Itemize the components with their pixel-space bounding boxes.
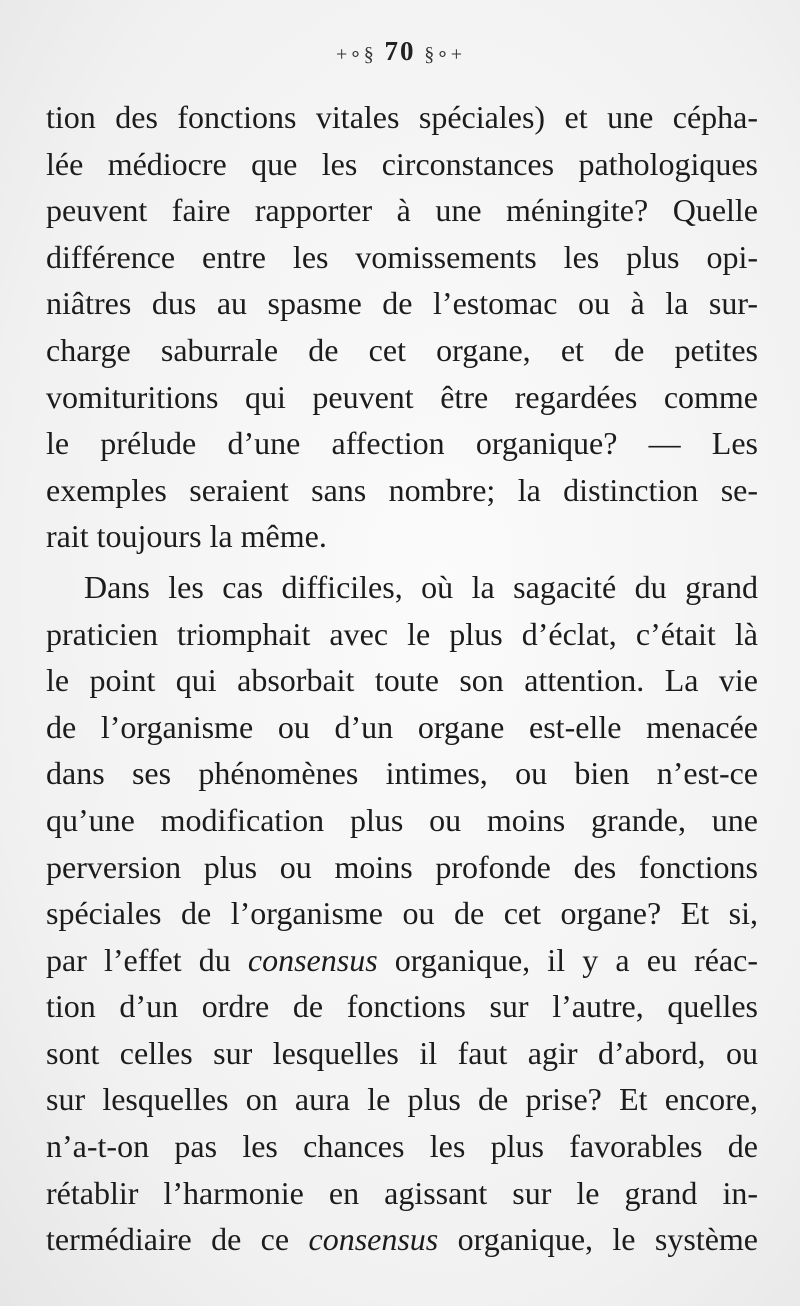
text-line: perversion plus ou moins profonde des fonctions — [46, 848, 758, 885]
text-line: praticien triomphait avec le plus d’éclat, c’était là — [46, 615, 758, 652]
text-line: Dans les cas difficiles, où la sagacité du grand — [84, 568, 758, 605]
ornament-left: +∘§ — [335, 43, 376, 66]
text-line: tion des fonctions vitales spéciales) et une cépha- — [46, 99, 758, 135]
text-line: tion d’un ordre de fonctions sur l’autre, quelles — [46, 988, 758, 1025]
text-line-with-italic — [46, 937, 758, 984]
text-line: sont celles sur lesquelles il faut agir d’abord, ou — [46, 1034, 758, 1071]
text-line: spéciales de l’organisme ou de cet organe? Et si, — [46, 895, 758, 932]
text-line: charge saburrale de cet organe, et de petites — [46, 331, 758, 368]
italic-term: consensus — [308, 1221, 439, 1258]
text-line: de l’organisme ou d’un organe est-elle menacée — [46, 708, 758, 745]
text-line: différence entre les vomissements les plus opi- — [46, 238, 758, 275]
text-line: le prélude d’une affection organique? — Les — [46, 425, 758, 462]
text-line: sur lesquelles on aura le plus de prise? Et encore, — [46, 1081, 758, 1118]
text-line: dans ses phénomènes intimes, ou bien n’est-ce — [46, 755, 758, 792]
text-line: lée médiocre que les circonstances pathologiques — [46, 145, 758, 182]
text-line: qu’une modification plus ou moins grande, une — [46, 801, 758, 838]
text-segment: par l’effet du — [46, 941, 248, 978]
text-line: peuvent faire rapporter à une méningite? Quelle — [46, 192, 758, 229]
body-text — [46, 94, 758, 1263]
text-line: n’a-t-on pas les chances les plus favorables de — [46, 1128, 758, 1165]
page-header — [0, 36, 800, 67]
text-line: rétablir l’harmonie en agissant sur le grand in- — [46, 1174, 758, 1211]
text-segment: organique, il y a eu réac- — [377, 941, 758, 978]
italic-term: consensus — [247, 941, 378, 978]
page-number: 70 — [384, 36, 416, 66]
text-line: rait toujours la même. — [46, 518, 327, 555]
text-line: niâtres dus au spasme de l’estomac ou à la sur- — [46, 285, 758, 322]
ornament-right: §∘+ — [424, 43, 465, 66]
text-line: exemples seraient sans nombre; la distinction se- — [46, 471, 758, 508]
text-segment: termédiaire de ce — [46, 1221, 309, 1258]
text-line: le point qui absorbait toute son attention. La vie — [46, 662, 758, 699]
text-line-with-italic — [46, 1216, 758, 1263]
text-line: vomituritions qui peuvent être regardées comme — [46, 378, 758, 415]
text-segment: organique, le système — [438, 1221, 758, 1258]
